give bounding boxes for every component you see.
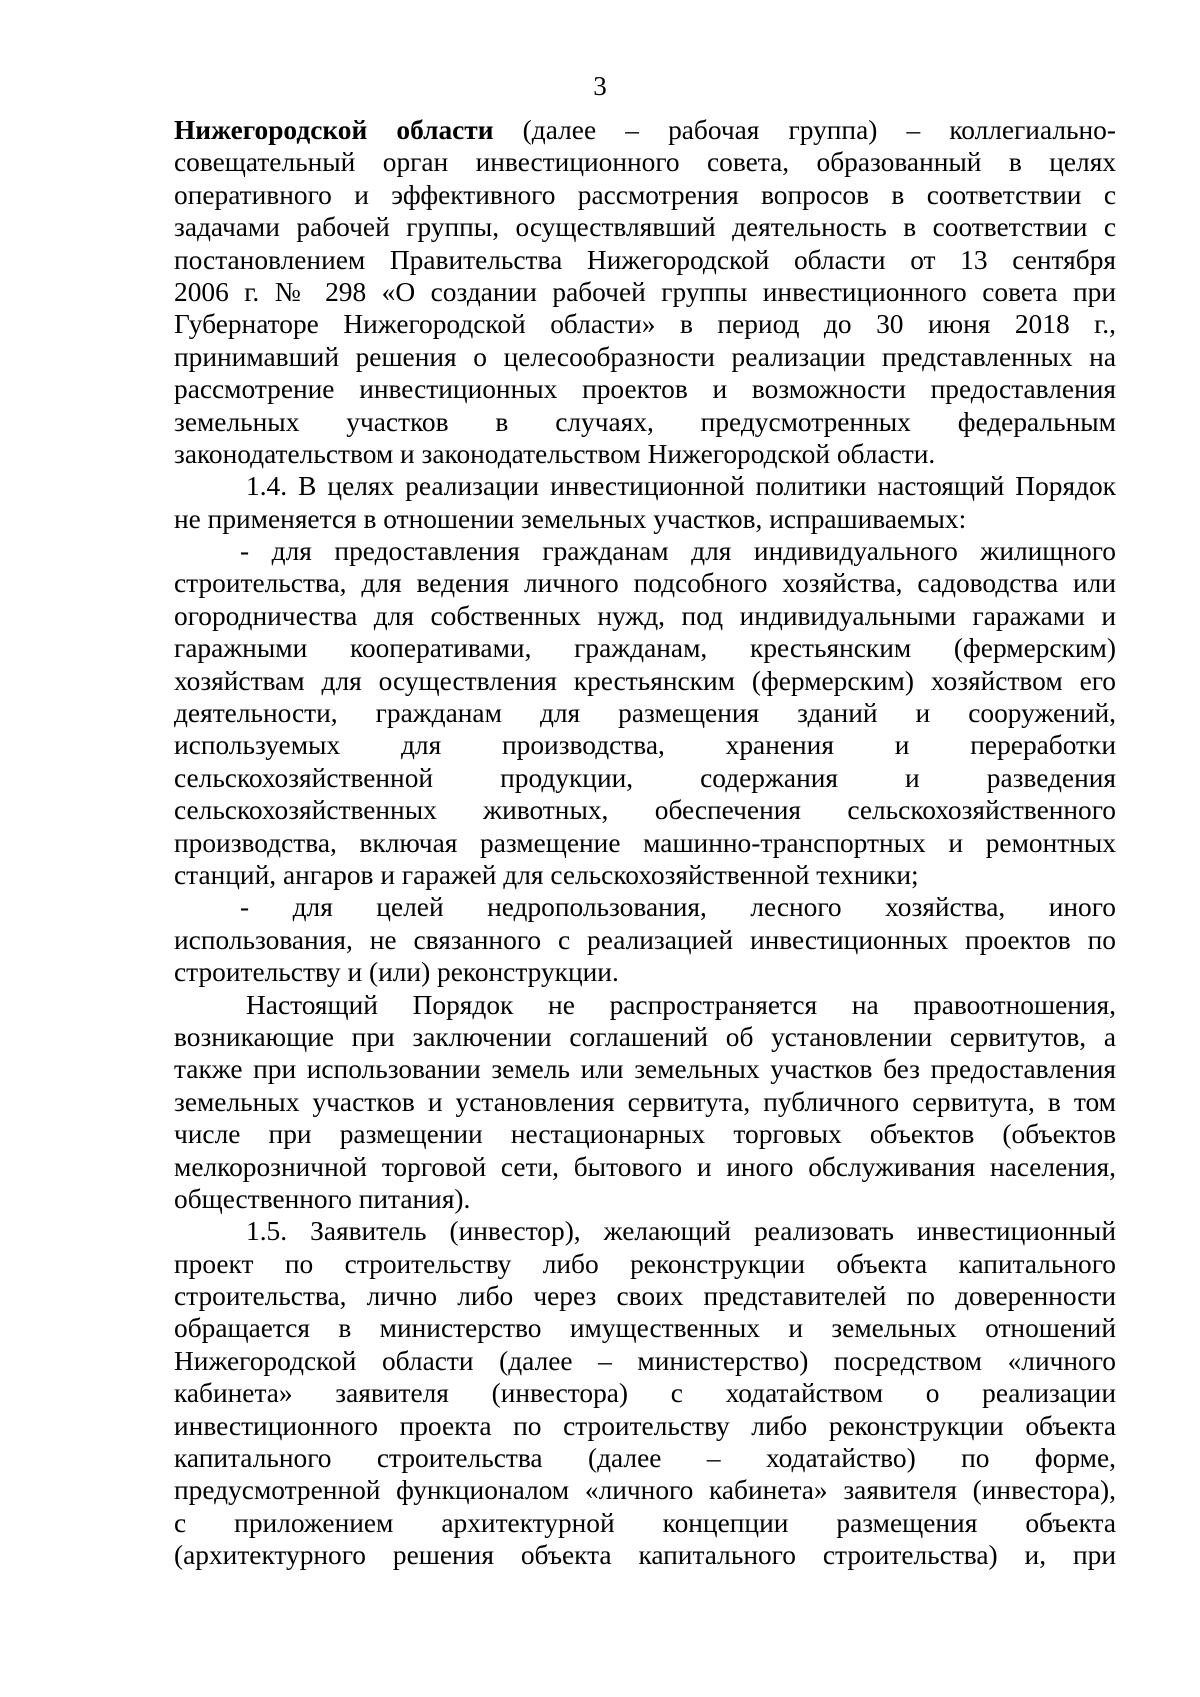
text-line: возникающие при заключении соглашений об установлении сервитутов, а (174, 1021, 1116, 1052)
text-line (174, 114, 1116, 146)
text-line: постановлением Правительства Нижегородской области от 13 сентября (174, 244, 1116, 275)
text-line: проект по строительству либо реконструкции объекта капитального (174, 1248, 1116, 1279)
text-line: принимавший решения о целесообразности реализации представленных на (174, 341, 1116, 372)
text-line: мелкорозничной торговой сети, бытового и иного обслуживания населения, (174, 1151, 1116, 1182)
text-line: рассмотрение инвестиционных проектов и возможности предоставления (174, 374, 1116, 405)
text-line: также при использовании земель или земельных участков без предоставления (174, 1054, 1116, 1085)
text-line: задачами рабочей группы, осуществлявший деятельность в соответствии с (174, 212, 1116, 243)
text-line: совещательный орган инвестиционного совета, образованный в целях (174, 147, 1116, 178)
text-line: Нижегородской области (далее – министерство) посредством «личного (174, 1345, 1116, 1376)
text-line: огородничества для собственных нужд, под индивидуальными гаражами и (174, 600, 1116, 631)
text-line: используемых для производства, хранения и переработки (174, 730, 1116, 761)
text-line: 1.5. Заявитель (инвестор), желающий реализовать инвестиционный (246, 1216, 1116, 1247)
text-line: оперативного и эффективного рассмотрения вопросов в соответствии с (174, 179, 1116, 210)
text-line: производства, включая размещение машинно-транспортных и ремонтных (174, 827, 1116, 858)
text-line: капитального строительства (далее – ходатайство) по форме, (174, 1443, 1116, 1474)
text-line: строительства, для ведения личного подсобного хозяйства, садоводства или (174, 568, 1116, 599)
text-line: Настоящий Порядок не распространяется на правоотношения, (246, 989, 1116, 1020)
text-line: - для целей недропользования, лесного хозяйства, иного (240, 892, 1116, 923)
page-number: 3 (593, 71, 607, 101)
text-line: законодательством и законодательством Нижегородской области. (174, 438, 936, 469)
text-line: сельскохозяйственной продукции, содержания и разведения (174, 762, 1116, 793)
text-line: земельных участков и установления сервитута, публичного сервитута, в том (174, 1086, 1116, 1117)
document-body (174, 114, 1116, 1572)
text-line: с приложением архитектурной концепции размещения объекта (174, 1507, 1116, 1538)
text-line: общественного питания). (174, 1183, 471, 1214)
text-line: земельных участков в случаях, предусмотренных федеральным (174, 406, 1116, 437)
text-line: строительства, лично либо через своих представителей по доверенности (174, 1281, 1116, 1312)
text-line: деятельности, гражданам для размещения зданий и сооружений, (174, 698, 1116, 729)
text-line: не применяется в отношении земельных участков, испрашиваемых: (174, 503, 967, 534)
text-line: станций, ангаров и гаражей для сельскохозяйственной техники; (174, 859, 919, 890)
text-line: Губернаторе Нижегородской области» в период до 30 июня 2018 г., (174, 309, 1116, 340)
text-line: строительству и (или) реконструкции. (174, 957, 619, 988)
text-line: (архитектурного решения объекта капитального строительства) и, при (174, 1540, 1116, 1571)
text-line: - для предоставления гражданам для индивидуального жилищного (240, 536, 1116, 567)
text-line: инвестиционного проекта по строительству либо реконструкции объекта (174, 1410, 1116, 1441)
text-line: 1.4. В целях реализации инвестиционной политики настоящий Порядок (246, 471, 1116, 502)
bold-text: Нижегородской области (174, 115, 494, 145)
text-line: кабинета» заявителя (инвестора) с ходатайством о реализации (174, 1378, 1116, 1409)
text-line: использования, не связанного с реализацией инвестиционных проектов по (174, 924, 1116, 955)
text-line: хозяйствам для осуществления крестьянским (фермерским) хозяйством его (174, 665, 1116, 696)
text-line: обращается в министерство имущественных и земельных отношений (174, 1313, 1116, 1344)
text-line: гаражными кооперативами, гражданам, крестьянским (фермерским) (174, 633, 1116, 664)
line-text: (далее – рабочая группа) – коллегиально- (493, 115, 1116, 145)
text-line: 2006 г. № 298 «О создании рабочей группы инвестиционного совета при (174, 276, 1116, 307)
text-line: сельскохозяйственных животных, обеспечения сельскохозяйственного (174, 795, 1116, 826)
text-line: числе при размещении нестационарных торговых объектов (объектов (174, 1119, 1116, 1150)
text-line: предусмотренной функционалом «личного кабинета» заявителя (инвестора), (174, 1475, 1116, 1506)
